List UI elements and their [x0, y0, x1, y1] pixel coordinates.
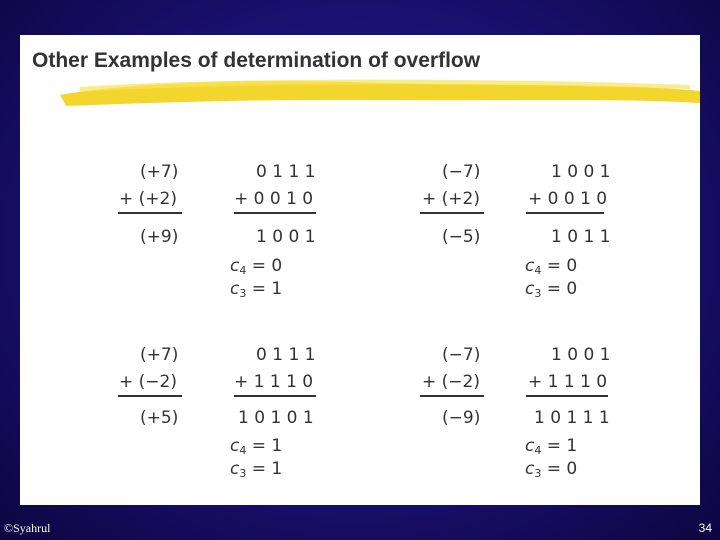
sum-rule — [526, 395, 608, 397]
bin-sum: 1 0 1 1 1 — [534, 408, 610, 428]
bin-sum: 1 0 1 1 — [551, 227, 611, 247]
carry-c4: $c_4 = 1$ — [525, 436, 578, 457]
dec-operand-a: (−7) — [442, 162, 481, 182]
slide-title: Other Examples of determination of overflow — [32, 49, 481, 72]
dec-sum: (−5) — [442, 227, 481, 247]
carry-c3: $c_3 = 0$ — [525, 459, 578, 480]
slide-canvas — [20, 35, 700, 505]
dec-operand-a: (+7) — [140, 162, 179, 182]
sum-rule — [234, 395, 316, 397]
dec-sum: (−9) — [442, 408, 481, 428]
bin-sum: 1 0 0 1 — [256, 227, 316, 247]
sum-rule — [420, 212, 484, 214]
carry-c4: $c_4 = 1$ — [230, 436, 283, 457]
dec-operand-b: + (+2) — [422, 189, 480, 209]
author-footer: ©Syahrul — [4, 521, 51, 535]
carry-c4: $c_4 = 0$ — [525, 256, 578, 277]
page-number: 34 — [698, 521, 712, 535]
carry-c3: $c_3 = 0$ — [525, 279, 578, 300]
bin-operand-a: 1 0 0 1 — [551, 162, 611, 182]
carry-c4: $c_4 = 0$ — [230, 256, 283, 277]
carry-c3: $c_3 = 1$ — [230, 459, 283, 480]
bin-operand-b: + 0 0 1 0 — [528, 189, 608, 209]
bin-operand-b: + 1 1 1 0 — [528, 372, 608, 392]
dec-operand-b: + (−2) — [119, 372, 177, 392]
sum-rule — [526, 212, 604, 214]
dec-sum: (+9) — [140, 227, 179, 247]
bin-operand-b: + 1 1 1 0 — [234, 372, 314, 392]
sum-rule — [118, 212, 182, 214]
bin-operand-b: + 0 0 1 0 — [234, 189, 314, 209]
dec-operand-a: (−7) — [442, 345, 481, 365]
sum-rule — [420, 395, 484, 397]
dec-operand-a: (+7) — [140, 345, 179, 365]
bin-operand-a: 0 1 1 1 — [256, 345, 316, 365]
dec-operand-b: + (−2) — [422, 372, 480, 392]
highlighter-stroke — [60, 73, 700, 109]
bin-sum: 1 0 1 0 1 — [238, 408, 314, 428]
carry-c3: $c_3 = 1$ — [230, 279, 283, 300]
dec-sum: (+5) — [140, 408, 179, 428]
bin-operand-a: 1 0 0 1 — [551, 345, 611, 365]
sum-rule — [234, 212, 316, 214]
bin-operand-a: 0 1 1 1 — [256, 162, 316, 182]
dec-operand-b: + (+2) — [119, 189, 177, 209]
sum-rule — [118, 395, 182, 397]
